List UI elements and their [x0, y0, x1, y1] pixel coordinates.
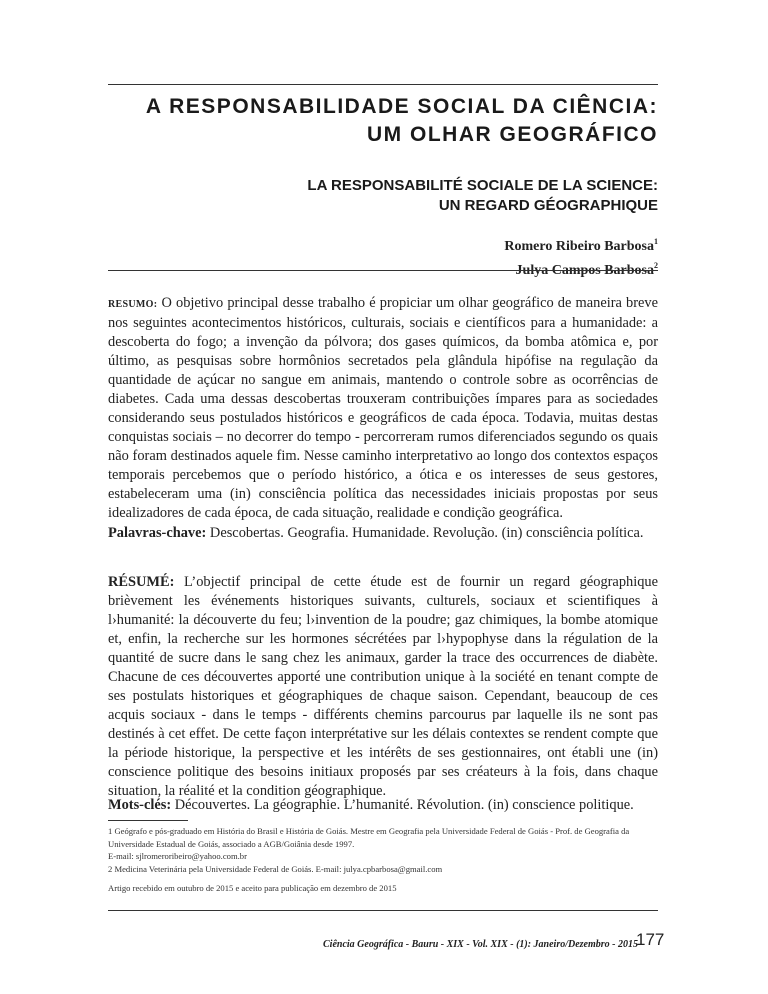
footnote-1: 1 Geógrafo e pós-graduado em História do Brasil e História de Goiás. Mestre em Geografia pela Universidade Federal de Goiás - Prof. de Geografia da Universidade Estadual de Goiás, associado a AGB/Goiânia desde 1997.: [108, 826, 630, 849]
author-2-note: 2: [654, 261, 658, 270]
mots-cles-label: Mots-clés:: [108, 797, 172, 813]
resume-text: L’objectif principal de cette étude est de fournir un regard géographique brièvement les événements historiques suivants, culturels, sociaux et scientifiques à l›humanité: la découverte du feu; l›invention de la poudre; gaz chimiques, la bombe atomique et, enfin, la recherche sur les hormones sécrétées par l›hypophyse dans la régulation de la quantité de sucre dans le sang chez les animaux, garder la trace des occurrences de diabète. Chacune de ces découvertes apporté une contribution unique à la société en tenant compte de ses postulats historiques et géographiques de chaque saison. Cependant, beaucoup de ces acquis sociaux - dans le temps - différents chemins parcourus par laquelle ils ne sont pas destinés à cet effet. De cette façon interprétative sur les délais contextes se rendent compte que la période historique, la perspective et les intérêts de ses gestionnaires, ont établi une (in) conscience politique des besoins initiaux proposés par ses créateurs à la fois, dans chaque situation, la réalité et la condition géographique.: [108, 574, 658, 799]
resumo-paragraph: [108, 294, 658, 523]
footer-journal: Ciência Geográfica - Bauru - XIX - Vol. XIX - (1): Janeiro/Dezembro - 2015: [323, 939, 638, 950]
title-line-2: UM OLHAR GEOGRÁFICO: [367, 123, 658, 146]
subtitle-line-2: UN REGARD GÉOGRAPHIQUE: [438, 197, 658, 214]
footnotes: [108, 825, 668, 875]
title: [146, 93, 658, 149]
palavras-chave-label: Palavras-chave:: [108, 525, 207, 541]
palavras-chave-text: Descobertas. Geografia. Humanidade. Revolução. (in) consciência política.: [209, 525, 644, 541]
resumo-text: O objetivo principal desse trabalho é propiciar um olhar geográfico de maneira breve nos seguintes acontecimentos históricos, culturais, sociais e científicos para a humanidade: a descoberta do fogo; a invenção da pólvora; dos gases químicos, da bomba atômica e, por último, as pesquisas sobre hormônios secretados pela glândula hipófise na regulação da quantidade de açúcar no sangue em animais, mantendo o controle sobre as ocorrências de diabetes. Cada uma dessas descobertas trouxeram contribuições ímpares para as sociedades considerando seus postulados históricos e geográficos de cada época. Todavia, muitas destas conquistas sociais – no decorrer do tempo - percorreram rumos diferenciados segundo os quais não foram destinados aquele fim. Nesse caminho interpretativo ao longo dos contextos espaços temporais percebemos que o período histórico, a ótica e os interesses de seus gestores, estabeleceram uma (in) consciência política das necessidades iniciais propostas por seus idealizadores de cada época, de cada situação, realidade e condição geográfica.: [108, 295, 658, 521]
author-list: [504, 232, 658, 280]
author-2: Julya Campos Barbosa$^2$: [515, 261, 658, 278]
title-line-1: A RESPONSABILIDADE SOCIAL DA CIÊNCIA:: [145, 95, 658, 118]
resumo-label: RESUMO:: [108, 299, 158, 310]
author-1-note: 1: [654, 237, 658, 246]
subtitle: [307, 176, 658, 216]
palavras-chave-paragraph: [108, 524, 658, 543]
subtitle-line-1: LA RESPONSABILITÉ SOCIALE DE LA SCIENCE:: [307, 177, 658, 194]
footer-rule: [108, 910, 658, 911]
resume-paragraph: [108, 573, 658, 801]
author-1: Romero Ribeiro Barbosa$^1$: [504, 237, 658, 254]
top-rule: [108, 84, 658, 85]
header-bottom-rule: [108, 270, 658, 271]
resume-label: RÉSUMÉ:: [108, 574, 175, 590]
page-number: 177: [636, 930, 665, 949]
footnote-rule: [108, 820, 188, 821]
footnote-2: 2 Medicina Veterinária pela Universidade Federal de Goiás. E-mail: julya.cpbarbosa@gmail.com: [108, 863, 443, 874]
received-note: Artigo recebido em outubro de 2015 e aceito para publicação em dezembro de 2015: [108, 883, 397, 893]
mots-cles-paragraph: [108, 796, 658, 815]
mots-cles-text: Découvertes. La géographie. L’humanité. Révolution. (in) conscience politique.: [174, 797, 634, 813]
footnote-email-1: E-mail: sjlromeroribeiro@yahoo.com.br: [108, 851, 247, 861]
